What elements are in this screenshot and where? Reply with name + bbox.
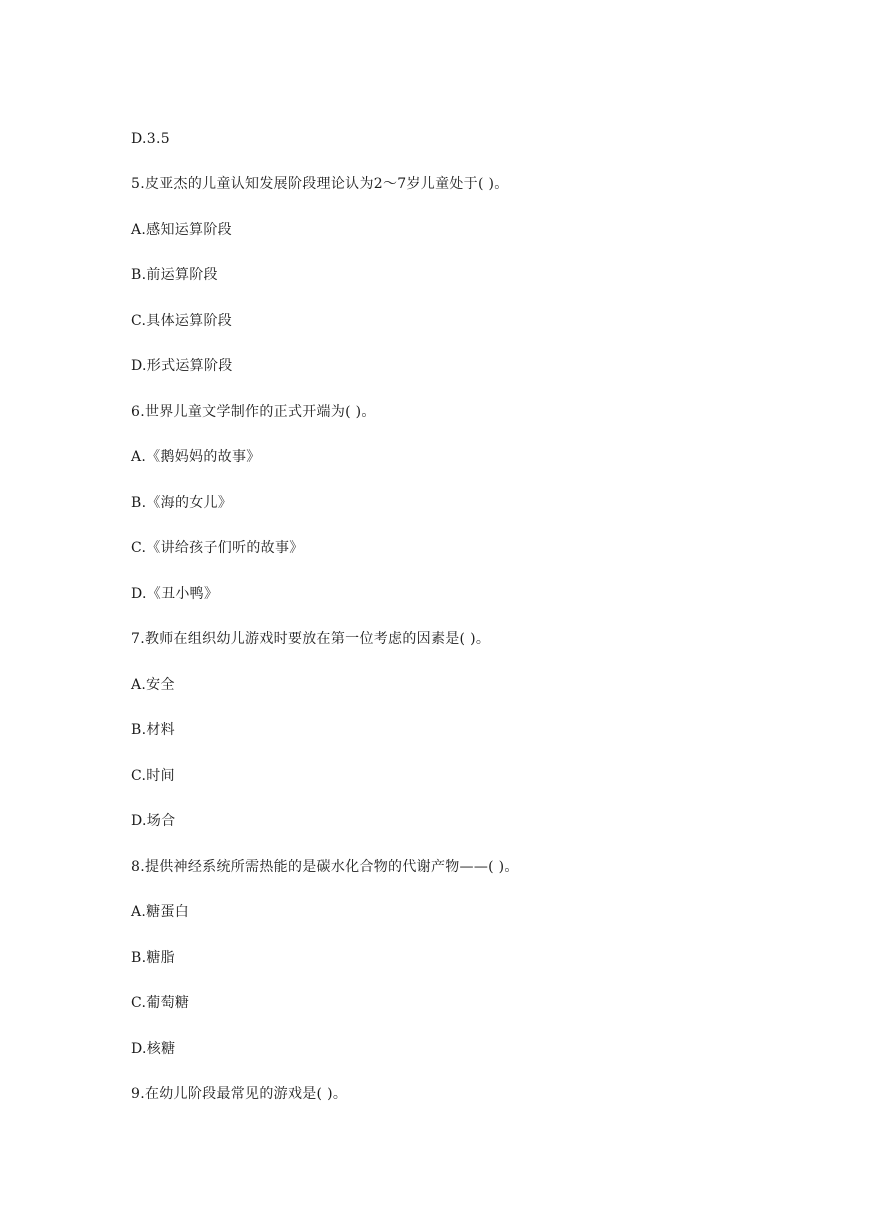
option-b-q7: B.材料 <box>131 722 175 738</box>
question-5: 5.皮亚杰的儿童认知发展阶段理论认为2～7岁儿童处于( )。 <box>131 176 509 192</box>
option-b-q5: B.前运算阶段 <box>131 267 218 283</box>
option-c-q6: C.《讲给孩子们听的故事》 <box>131 540 304 556</box>
option-d-q8: D.核糖 <box>131 1041 176 1057</box>
option-c-q5: C.具体运算阶段 <box>131 313 233 329</box>
option-d-q5: D.形式运算阶段 <box>131 358 233 374</box>
option-a-q8: A.糖蛋白 <box>131 904 190 920</box>
question-7: 7.教师在组织幼儿游戏时要放在第一位考虑的因素是( )。 <box>131 631 491 647</box>
option-b-q8: B.糖脂 <box>131 950 175 966</box>
option-a-q7: A.安全 <box>131 677 175 693</box>
option-d-q7: D.场合 <box>131 813 176 829</box>
option-a-q5: A.感知运算阶段 <box>131 222 232 238</box>
option-c-q7: C.时间 <box>131 768 175 784</box>
question-6: 6.世界儿童文学制作的正式开端为( )。 <box>131 404 376 420</box>
option-d-q6: D.《丑小鸭》 <box>131 586 219 602</box>
question-8: 8.提供神经系统所需热能的是碳水化合物的代谢产物——( )。 <box>131 859 519 875</box>
option-c-q8: C.葡萄糖 <box>131 995 190 1011</box>
question-9: 9.在幼儿阶段最常见的游戏是( )。 <box>131 1086 348 1102</box>
option-b-q6: B.《海的女儿》 <box>131 495 233 511</box>
option-a-q6: A.《鹅妈妈的故事》 <box>131 449 261 465</box>
option-d-q4: D.3.5 <box>131 131 170 147</box>
